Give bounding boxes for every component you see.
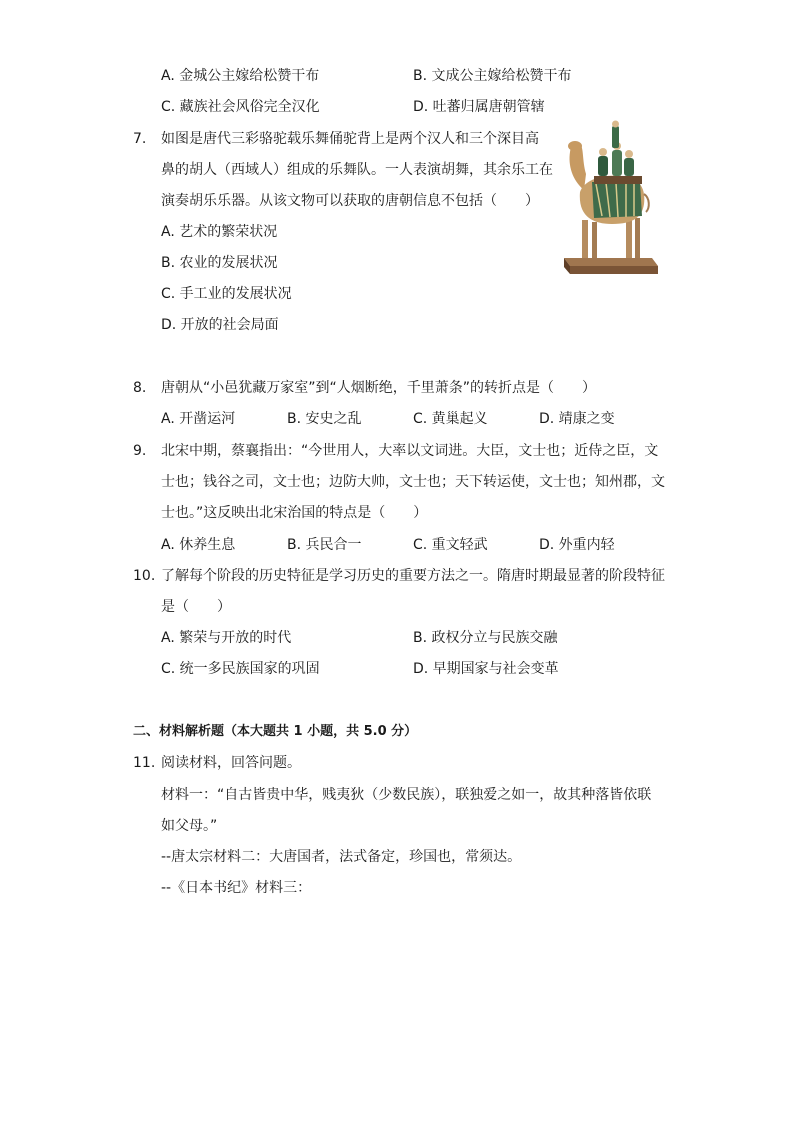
- q6-option-a: A. 金城公主嫁给松赞干布: [161, 68, 320, 84]
- q11-stem: 阅读材料，回答问题。: [161, 755, 301, 771]
- q6-option-d: D. 吐蕃归属唐朝管辖: [413, 99, 545, 115]
- q9-stem-line-3: 士也。”这反映出北宋治国的特点是（ ）: [161, 505, 428, 521]
- q7-option-d: D. 开放的社会局面: [161, 317, 279, 333]
- q6-option-b: B. 文成公主嫁给松赞干布: [413, 68, 572, 84]
- section-2-heading: 二、材料解析题（本大题共 1 小题，共 5.0 分）: [133, 724, 418, 739]
- q7-option-b: B. 农业的发展状况: [161, 255, 278, 271]
- q9-stem-line-2: 士也；钱谷之司，文士也；边防大帅，文士也；天下转运使，文士也；知州郡，文: [161, 474, 665, 490]
- tang-sancai-camel-figurine-image: [562, 120, 658, 276]
- q9-option-a: A. 休养生息: [161, 537, 236, 553]
- q8-option-a: A. 开凿运河: [161, 411, 236, 427]
- q11-material-1-line-1: 材料一：“自古皆贵中华，贱夷狄（少数民族），联独爱之如一，故其种落皆依联: [161, 787, 652, 803]
- q7-number: 7.: [133, 131, 147, 147]
- q11-material-1-line-2: 如父母。”: [161, 818, 218, 834]
- q7-option-a: A. 艺术的繁荣状况: [161, 224, 278, 240]
- q6-option-c: C. 藏族社会风俗完全汉化: [161, 99, 320, 115]
- q10-option-a: A. 繁荣与开放的时代: [161, 630, 292, 646]
- q10-option-d: D. 早期国家与社会变革: [413, 661, 559, 677]
- q9-option-c: C. 重文轻武: [413, 537, 488, 553]
- q9-number: 9.: [133, 443, 147, 459]
- q8-option-d: D. 靖康之变: [539, 411, 615, 427]
- q8-option-b: B. 安史之乱: [287, 411, 362, 427]
- q10-stem-line-2: 是（ ）: [161, 599, 231, 615]
- q10-option-c: C. 统一多民族国家的巩固: [161, 661, 320, 677]
- q9-option-b: B. 兵民合一: [287, 537, 362, 553]
- q10-stem-line-1: 了解每个阶段的历史特征是学习历史的重要方法之一。隋唐时期最显著的阶段特征: [161, 568, 665, 584]
- camel-figurine-icon: [562, 120, 658, 276]
- q11-number: 11.: [133, 755, 156, 771]
- q10-number: 10.: [133, 568, 156, 584]
- q7-stem-line-1: 如图是唐代三彩骆驼载乐舞俑驼背上是两个汉人和三个深目高: [161, 131, 539, 147]
- q8-option-c: C. 黄巢起义: [413, 411, 488, 427]
- q7-option-c: C. 手工业的发展状况: [161, 286, 292, 302]
- q9-option-d: D. 外重内轻: [539, 537, 615, 553]
- q8-stem: 唐朝从“小邑犹藏万家室”到“人烟断绝，千里萧条”的转折点是（ ）: [161, 380, 597, 396]
- q11-source-and-material-3: --《日本书纪》材料三：: [161, 880, 312, 896]
- q9-stem-line-1: 北宋中期，蔡襄指出：“今世用人，大率以文词进。大臣，文士也；近侍之臣，文: [161, 443, 659, 459]
- q11-source-and-material-2: --唐太宗材料二：大唐国者，法式备定，珍国也，常须达。: [161, 849, 522, 865]
- q10-option-b: B. 政权分立与民族交融: [413, 630, 558, 646]
- q8-number: 8.: [133, 380, 147, 396]
- q7-stem-line-3: 演奏胡乐乐器。从该文物可以获取的唐朝信息不包括（ ）: [161, 193, 539, 209]
- q7-stem-line-2: 鼻的胡人（西域人）组成的乐舞队。一人表演胡舞，其余乐工在: [161, 162, 553, 178]
